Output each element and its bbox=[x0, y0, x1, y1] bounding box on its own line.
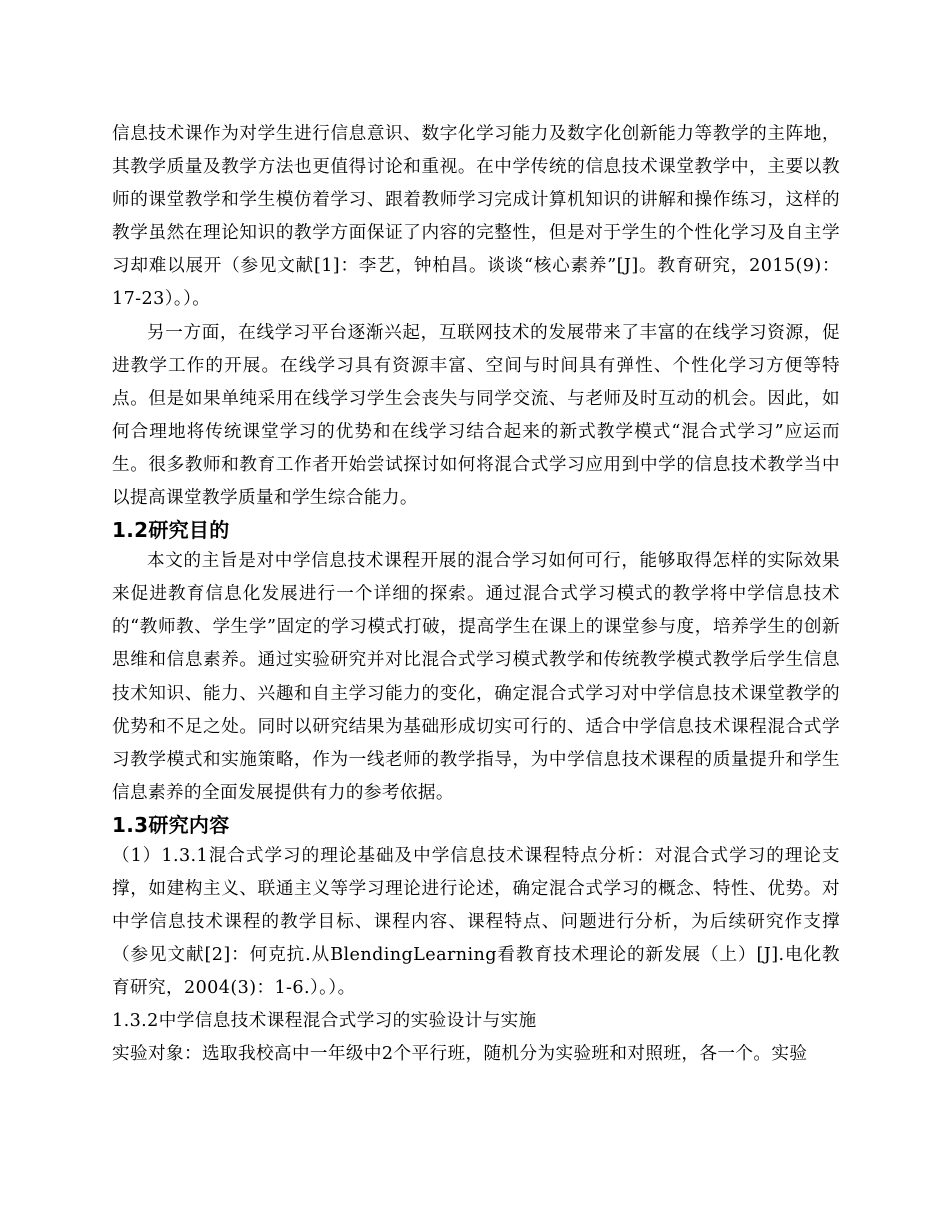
paragraph-intro: 信息技术课作为对学生进行信息意识、数字化学习能力及数字化创新能力等教学的主阵地，其教学质量及教学方法也更值得讨论和重视。在中学传统的信息技术课堂教学中，主要以教师的课堂教学和学生模仿着学习、跟着教师学习完成计算机知识的讲解和操作练习，这样的教学虽然在理论知识的教学方面保证了内容的完整性，但是对于学生的个性化学习及自主学习却难以展开（参见文献[1]：李艺，钟柏昌。谈谈“核心素养”[J]。教育研究，2015(9)：17-23）。）。 bbox=[112, 124, 840, 310]
section-heading-research-content: 1.3研究内容 bbox=[112, 812, 230, 837]
paragraph-online-learning: 另一方面，在线学习平台逐渐兴起，互联网技术的发展带来了丰富的在线学习资源，促进教学工作的开展。在线学习具有资源丰富、空间与时间具有弹性、个性化学习方便等特点。但是如果单纯采用在线学习学生会丧失与同学交流、与老师及时互动的机会。因此，如何合理地将传统课堂学习的优势和在线学习结合起来的新式教学模式“混合式学习”应运而生。很多教师和教育工作者开始尝试探讨如何将混合式学习应用到中学的信息技术教学当中以提高课堂教学质量和学生综合能力。 bbox=[112, 322, 840, 509]
document-page bbox=[112, 118, 840, 1072]
section-heading-research-purpose: 1.2研究目的 bbox=[112, 518, 230, 543]
paragraph-experiment-subjects: 实验对象：选取我校高中一年级中2个平行班，随机分为实验班和对照班，各一个。实验 bbox=[112, 1044, 808, 1065]
paragraph-theory-basis: （1）1.3.1混合式学习的理论基础及中学信息技术课程特点分析：对混合式学习的理论支撑，如建构主义、联通主义等学习理论进行论述，确定混合式学习的概念、特性、优势。对中学信息技术课程的教学目标、课程内容、课程特点、问题进行分析，为后续研究作支撑（参见文献[2]：何克抗.从BlendingLearning看教育技术理论的新发展（上）[J].电化教育研究，2004(3)：1-6.）。）。 bbox=[112, 845, 840, 999]
subsection-experiment-design: 1.3.2中学信息技术课程混合式学习的实验设计与实施 bbox=[112, 1011, 537, 1032]
paragraph-research-purpose: 本文的主旨是对中学信息技术课程开展的混合学习如何可行，能够取得怎样的实际效果来促进教育信息化发展进行一个详细的探索。通过混合式学习模式的教学将中学信息技术的“教师教、学生学”固定的学习模式打破，提高学生在课上的课堂参与度，培养学生的创新思维和信息素养。通过实验研究并对比混合式学习模式教学和传统教学模式教学后学生信息技术知识、能力、兴趣和自主学习能力的变化，确定混合式学习对中学信息技术课堂教学的优势和不足之处。同时以研究结果为基础形成切实可行的、适合中学信息技术课程混合式学习教学模式和实施策略，作为一线老师的教学指导，为中学信息技术课程的质量提升和学生信息素养的全面发展提供有力的参考依据。 bbox=[112, 551, 840, 803]
